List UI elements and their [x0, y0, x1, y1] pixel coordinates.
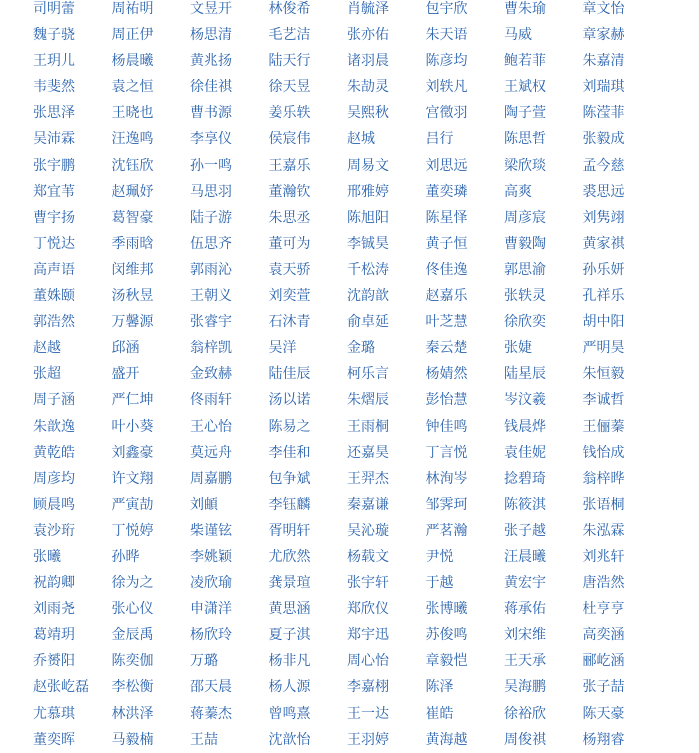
name-link[interactable]: 金致赫 [190, 366, 232, 383]
name-link[interactable]: 李松衡 [111, 679, 154, 696]
name-link[interactable]: 张曦 [33, 548, 61, 565]
name-link[interactable]: 陈旭阳 [347, 209, 389, 226]
name-link[interactable]: 刘隽翊 [582, 209, 625, 226]
name-link[interactable]: 汪逸鸣 [111, 131, 154, 148]
name-link[interactable]: 王羽婷 [347, 731, 389, 748]
name-link[interactable]: 张婕 [504, 340, 532, 357]
name-link[interactable]: 郭雨沁 [190, 261, 232, 278]
name-link[interactable]: 王玥儿 [33, 53, 75, 70]
name-link[interactable]: 祝韵卿 [33, 575, 75, 592]
name-link[interactable]: 董可为 [268, 235, 311, 252]
name-link[interactable]: 丁悦达 [33, 235, 75, 252]
name-link[interactable]: 张思泽 [33, 105, 75, 122]
name-link[interactable]: 尤欣然 [268, 548, 311, 565]
name-link[interactable]: 朱思丞 [268, 209, 311, 226]
name-link[interactable]: 刘鑫豪 [111, 444, 154, 461]
name-link[interactable]: 司明蕾 [33, 1, 75, 17]
name-link[interactable]: 王喆 [190, 731, 218, 748]
name-link[interactable]: 刘雨尧 [33, 601, 75, 618]
name-link[interactable]: 陈天豪 [582, 705, 625, 722]
name-link[interactable]: 刘兆轩 [582, 548, 625, 565]
name-link[interactable]: 刘頔 [190, 496, 218, 513]
name-link[interactable]: 黄思涵 [268, 601, 311, 618]
name-link[interactable]: 王心怡 [190, 418, 232, 435]
name-link[interactable]: 丁悦婷 [111, 522, 154, 539]
name-link[interactable]: 郭浩然 [33, 314, 75, 331]
name-link[interactable]: 严寅劼 [111, 496, 154, 513]
name-link[interactable]: 杨载文 [347, 548, 389, 565]
name-link[interactable]: 凌欣瑜 [190, 575, 232, 592]
name-link[interactable]: 张心仪 [111, 601, 154, 618]
name-link[interactable]: 董姝颐 [33, 288, 75, 305]
name-link[interactable]: 夏子淇 [268, 627, 311, 644]
name-link[interactable]: 章家赫 [582, 27, 625, 44]
name-link[interactable]: 董奕璘 [425, 183, 468, 200]
name-link[interactable]: 尤慕琪 [33, 705, 75, 722]
name-link[interactable]: 唐浩然 [582, 575, 625, 592]
name-link[interactable]: 严明昊 [582, 340, 625, 357]
name-link[interactable]: 李铖昊 [347, 235, 389, 252]
name-link[interactable]: 邵天晨 [190, 679, 232, 696]
name-link[interactable]: 刘思远 [425, 157, 468, 174]
name-link[interactable]: 万璐 [190, 653, 218, 670]
name-link[interactable]: 顾晨鸣 [33, 496, 75, 513]
name-link[interactable]: 李姚颖 [190, 548, 232, 565]
name-link[interactable]: 袁沙珩 [33, 522, 75, 539]
name-link[interactable]: 张子喆 [582, 679, 625, 696]
name-link[interactable]: 严茗瀚 [425, 522, 468, 539]
name-link[interactable]: 宫徵羽 [425, 105, 468, 122]
name-link[interactable]: 杜亨亨 [582, 601, 625, 618]
name-link[interactable]: 黄家祺 [582, 235, 625, 252]
name-link[interactable]: 徐裕欣 [504, 705, 546, 722]
name-link[interactable]: 陈星怿 [425, 209, 468, 226]
name-link[interactable]: 赵张屹磊 [33, 679, 89, 696]
name-link[interactable]: 包争斌 [268, 470, 311, 487]
name-link[interactable]: 孟今慈 [582, 157, 625, 174]
name-link[interactable]: 陈彦均 [425, 53, 468, 70]
name-link[interactable]: 张博曦 [425, 601, 468, 618]
name-link[interactable]: 赵嘉乐 [425, 288, 468, 305]
name-link[interactable]: 杨非凡 [268, 653, 311, 670]
name-link[interactable]: 王斌权 [504, 79, 546, 96]
name-link[interactable]: 龚景瑄 [268, 575, 311, 592]
name-link[interactable]: 李钰麟 [268, 496, 311, 513]
name-link[interactable]: 翁梓凯 [190, 340, 232, 357]
name-link[interactable]: 汪晨曦 [504, 548, 546, 565]
name-link[interactable]: 袁佳妮 [504, 444, 546, 461]
name-link[interactable]: 钟佳鸣 [425, 418, 468, 435]
name-link[interactable]: 尹悦 [425, 548, 454, 565]
name-link[interactable]: 孙乐妍 [582, 261, 625, 278]
name-link[interactable]: 葛智豪 [111, 209, 154, 226]
name-link[interactable]: 张语桐 [582, 496, 625, 513]
name-link[interactable]: 沈韵歆 [347, 288, 389, 305]
name-link[interactable]: 郦屹涵 [582, 653, 625, 670]
name-link[interactable]: 黄子恒 [425, 235, 468, 252]
name-link[interactable]: 周正伊 [111, 27, 154, 44]
name-link[interactable]: 杨婧然 [425, 366, 468, 383]
name-link[interactable]: 陈筱淇 [504, 496, 546, 513]
name-link[interactable]: 秦云楚 [425, 340, 468, 357]
name-link[interactable]: 杨欣玲 [190, 627, 232, 644]
name-link[interactable]: 乔赟阳 [33, 653, 75, 670]
name-link[interactable]: 董瀚钦 [268, 183, 311, 200]
name-link[interactable]: 张宇轩 [347, 575, 389, 592]
name-link[interactable]: 朱嘉清 [582, 53, 625, 70]
name-link[interactable]: 黄宏宇 [504, 575, 546, 592]
name-link[interactable]: 王俪蓁 [582, 418, 625, 435]
name-link[interactable]: 郑宜苇 [33, 183, 75, 200]
name-link[interactable]: 邹霁珂 [425, 496, 468, 513]
name-link[interactable]: 包宇欣 [425, 1, 468, 17]
name-link[interactable]: 还嘉昊 [347, 444, 389, 461]
name-link[interactable]: 邢雅婷 [347, 183, 389, 200]
name-link[interactable]: 佟雨轩 [190, 392, 232, 409]
name-link[interactable]: 陈泽 [425, 679, 454, 696]
name-link[interactable]: 赵城 [347, 131, 375, 148]
name-link[interactable]: 肖毓泽 [347, 1, 389, 17]
name-link[interactable]: 彭怡慧 [425, 392, 468, 409]
name-link[interactable]: 陶子萱 [504, 105, 546, 122]
name-link[interactable]: 张轶灵 [504, 288, 546, 305]
name-link[interactable]: 崔皓 [425, 705, 454, 722]
name-link[interactable]: 千松涛 [347, 261, 389, 278]
name-link[interactable]: 汤以诺 [268, 392, 311, 409]
name-link[interactable]: 周俊祺 [504, 731, 546, 748]
name-link[interactable]: 陈易之 [268, 418, 311, 435]
name-link[interactable]: 柯乐言 [347, 366, 389, 383]
name-link[interactable]: 王晓也 [111, 105, 154, 122]
name-link[interactable]: 葛靖玥 [33, 627, 75, 644]
name-link[interactable]: 朱泓霖 [582, 522, 625, 539]
name-link[interactable]: 张睿宇 [190, 314, 232, 331]
name-link[interactable]: 郭思渝 [504, 261, 546, 278]
name-link[interactable]: 吴沁璇 [347, 522, 389, 539]
name-link[interactable]: 董奕晖 [33, 731, 75, 748]
name-link[interactable]: 韦斐然 [33, 79, 75, 96]
name-link[interactable]: 黄兆扬 [190, 53, 232, 70]
name-link[interactable]: 严仁坤 [111, 392, 154, 409]
name-link[interactable]: 胥明轩 [268, 522, 311, 539]
name-link[interactable]: 刘宋维 [504, 627, 546, 644]
name-link[interactable]: 丁言悦 [425, 444, 468, 461]
name-link[interactable]: 吴熙秋 [347, 105, 389, 122]
name-link[interactable]: 刘瑞琪 [582, 79, 625, 96]
name-link[interactable]: 朱劼灵 [347, 79, 389, 96]
name-link[interactable]: 王天承 [504, 653, 546, 670]
name-link[interactable]: 朱歆逸 [33, 418, 75, 435]
name-link[interactable]: 徐天昱 [268, 79, 311, 96]
name-link[interactable]: 王嘉乐 [268, 157, 311, 174]
name-link[interactable]: 周彦宸 [504, 209, 546, 226]
name-link[interactable]: 黄海越 [425, 731, 468, 748]
name-link[interactable]: 伍思齐 [190, 235, 232, 252]
name-link[interactable]: 周彦均 [33, 470, 75, 487]
name-link[interactable]: 苏俊鸣 [425, 627, 468, 644]
name-link[interactable]: 石沐青 [268, 314, 311, 331]
name-link[interactable]: 朱恒毅 [582, 366, 625, 383]
name-link[interactable]: 马思羽 [190, 183, 232, 200]
name-link[interactable]: 曹书源 [190, 105, 232, 122]
name-link[interactable]: 林洵岑 [425, 470, 468, 487]
name-link[interactable]: 王一达 [347, 705, 389, 722]
name-link[interactable]: 袁之恒 [111, 79, 154, 96]
name-link[interactable]: 汤秋昱 [111, 288, 154, 305]
name-link[interactable]: 孙晔 [111, 548, 140, 565]
name-link[interactable]: 翁梓晔 [582, 470, 625, 487]
name-link[interactable]: 周易文 [347, 157, 389, 174]
name-link[interactable]: 捻碧琦 [504, 470, 546, 487]
name-link[interactable]: 林俊希 [268, 1, 311, 17]
name-link[interactable]: 曹朱瑜 [504, 1, 546, 17]
name-link[interactable]: 孙一鸣 [190, 157, 232, 174]
name-link[interactable]: 文昱开 [190, 1, 232, 17]
name-link[interactable]: 秦嘉谦 [347, 496, 389, 513]
name-link[interactable]: 张毅成 [582, 131, 625, 148]
name-link[interactable]: 陆天行 [268, 53, 311, 70]
name-link[interactable]: 徐欣奕 [504, 314, 546, 331]
name-link[interactable]: 许文翔 [111, 470, 154, 487]
name-link[interactable]: 周祐明 [111, 1, 154, 17]
name-link[interactable]: 陈滢菲 [582, 105, 625, 122]
name-link[interactable]: 岑汶羲 [504, 392, 546, 409]
name-link[interactable]: 万馨源 [111, 314, 154, 331]
name-link[interactable]: 陆子游 [190, 209, 232, 226]
name-link[interactable]: 张超 [33, 366, 61, 383]
name-link[interactable]: 陆佳辰 [268, 366, 311, 383]
name-link[interactable]: 吴洋 [268, 340, 297, 357]
name-link[interactable]: 莫远舟 [190, 444, 232, 461]
name-link[interactable]: 章文怡 [582, 1, 625, 17]
name-link[interactable]: 林洪泽 [111, 705, 154, 722]
name-link[interactable]: 郑宇迅 [347, 627, 389, 644]
name-link[interactable]: 赵越 [33, 340, 61, 357]
name-link[interactable]: 柴谨铉 [190, 522, 232, 539]
name-link[interactable]: 蒋蓁杰 [190, 705, 232, 722]
name-link[interactable]: 钱怡成 [582, 444, 625, 461]
name-link[interactable]: 朱天语 [425, 27, 468, 44]
name-link[interactable]: 闵维邦 [111, 261, 154, 278]
name-link[interactable]: 孔祥乐 [582, 288, 625, 305]
name-link[interactable]: 李嘉栩 [347, 679, 389, 696]
name-link[interactable]: 杨人源 [268, 679, 311, 696]
name-link[interactable]: 高奕涵 [582, 627, 625, 644]
name-link[interactable]: 周心怡 [347, 653, 389, 670]
name-link[interactable]: 季雨晗 [111, 235, 154, 252]
name-link[interactable]: 高声语 [33, 261, 75, 278]
name-link[interactable]: 徐为之 [111, 575, 154, 592]
name-link[interactable]: 周子涵 [33, 392, 75, 409]
name-link[interactable]: 徐佳祺 [190, 79, 232, 96]
name-link[interactable]: 裘思远 [582, 183, 625, 200]
name-link[interactable]: 钱晨烨 [504, 418, 546, 435]
name-link[interactable]: 刘奕萱 [268, 288, 311, 305]
name-link[interactable]: 张宇鹏 [33, 157, 75, 174]
name-link[interactable]: 杨翔睿 [582, 731, 625, 748]
name-link[interactable]: 诸羽晨 [347, 53, 389, 70]
name-link[interactable]: 鲍若菲 [504, 53, 546, 70]
name-link[interactable]: 朱熠辰 [347, 392, 389, 409]
name-link[interactable]: 叶小葵 [111, 418, 154, 435]
name-link[interactable]: 沈歆怡 [268, 731, 311, 748]
name-link[interactable]: 王朝义 [190, 288, 232, 305]
name-link[interactable]: 李享仪 [190, 131, 232, 148]
name-link[interactable]: 杨思清 [190, 27, 232, 44]
name-link[interactable]: 申潇洋 [190, 601, 232, 618]
name-link[interactable]: 陆星辰 [504, 366, 546, 383]
name-link[interactable]: 金辰禹 [111, 627, 154, 644]
name-link[interactable]: 周嘉鹏 [190, 470, 232, 487]
name-link[interactable]: 王羿杰 [347, 470, 389, 487]
name-link[interactable]: 郑欣仪 [347, 601, 389, 618]
name-link[interactable]: 陈奕伽 [111, 653, 154, 670]
name-link[interactable]: 曹宇扬 [33, 209, 75, 226]
name-link[interactable]: 金璐 [347, 340, 375, 357]
name-link[interactable]: 盛开 [111, 366, 140, 383]
name-link[interactable]: 吕行 [425, 131, 454, 148]
name-link[interactable]: 于越 [425, 575, 454, 592]
name-link[interactable]: 蒋承佑 [504, 601, 546, 618]
name-link[interactable]: 王雨桐 [347, 418, 389, 435]
name-link[interactable]: 佟佳逸 [425, 261, 468, 278]
name-link[interactable]: 杨晨曦 [111, 53, 154, 70]
name-link[interactable]: 曹毅陶 [504, 235, 546, 252]
name-link[interactable]: 梁欣琰 [504, 157, 546, 174]
name-link[interactable]: 马毅楠 [111, 731, 154, 748]
name-link[interactable]: 张亦佑 [347, 27, 389, 44]
name-link[interactable]: 吴海鹏 [504, 679, 546, 696]
name-link[interactable]: 李佳和 [268, 444, 311, 461]
name-link[interactable]: 张子越 [504, 522, 546, 539]
name-link[interactable]: 高爽 [504, 183, 532, 200]
name-table [33, 0, 661, 753]
name-link[interactable]: 陈思哲 [504, 131, 546, 148]
name-link[interactable]: 姜乐轶 [268, 105, 311, 122]
name-link[interactable]: 毛艺洁 [268, 27, 311, 44]
name-link[interactable]: 刘轶凡 [425, 79, 468, 96]
name-link[interactable]: 袁天骄 [268, 261, 311, 278]
name-link[interactable]: 曾鸣熹 [268, 705, 311, 722]
name-link[interactable]: 马威 [504, 27, 532, 44]
name-link[interactable]: 魏子骁 [33, 27, 75, 44]
name-link[interactable]: 侯宸伟 [268, 131, 311, 148]
name-link[interactable]: 邱涵 [111, 340, 140, 357]
name-link[interactable]: 李诚哲 [582, 392, 625, 409]
name-link[interactable]: 胡中阳 [582, 314, 625, 331]
name-link[interactable]: 俞卓延 [347, 314, 389, 331]
name-link[interactable]: 吴沛霖 [33, 131, 75, 148]
name-link[interactable]: 黄乾皓 [33, 444, 75, 461]
name-link[interactable]: 赵珮妤 [111, 183, 154, 200]
name-link[interactable]: 叶芝慧 [425, 314, 468, 331]
name-link[interactable]: 章毅恺 [425, 653, 468, 670]
name-link[interactable]: 沈钰欣 [111, 157, 154, 174]
